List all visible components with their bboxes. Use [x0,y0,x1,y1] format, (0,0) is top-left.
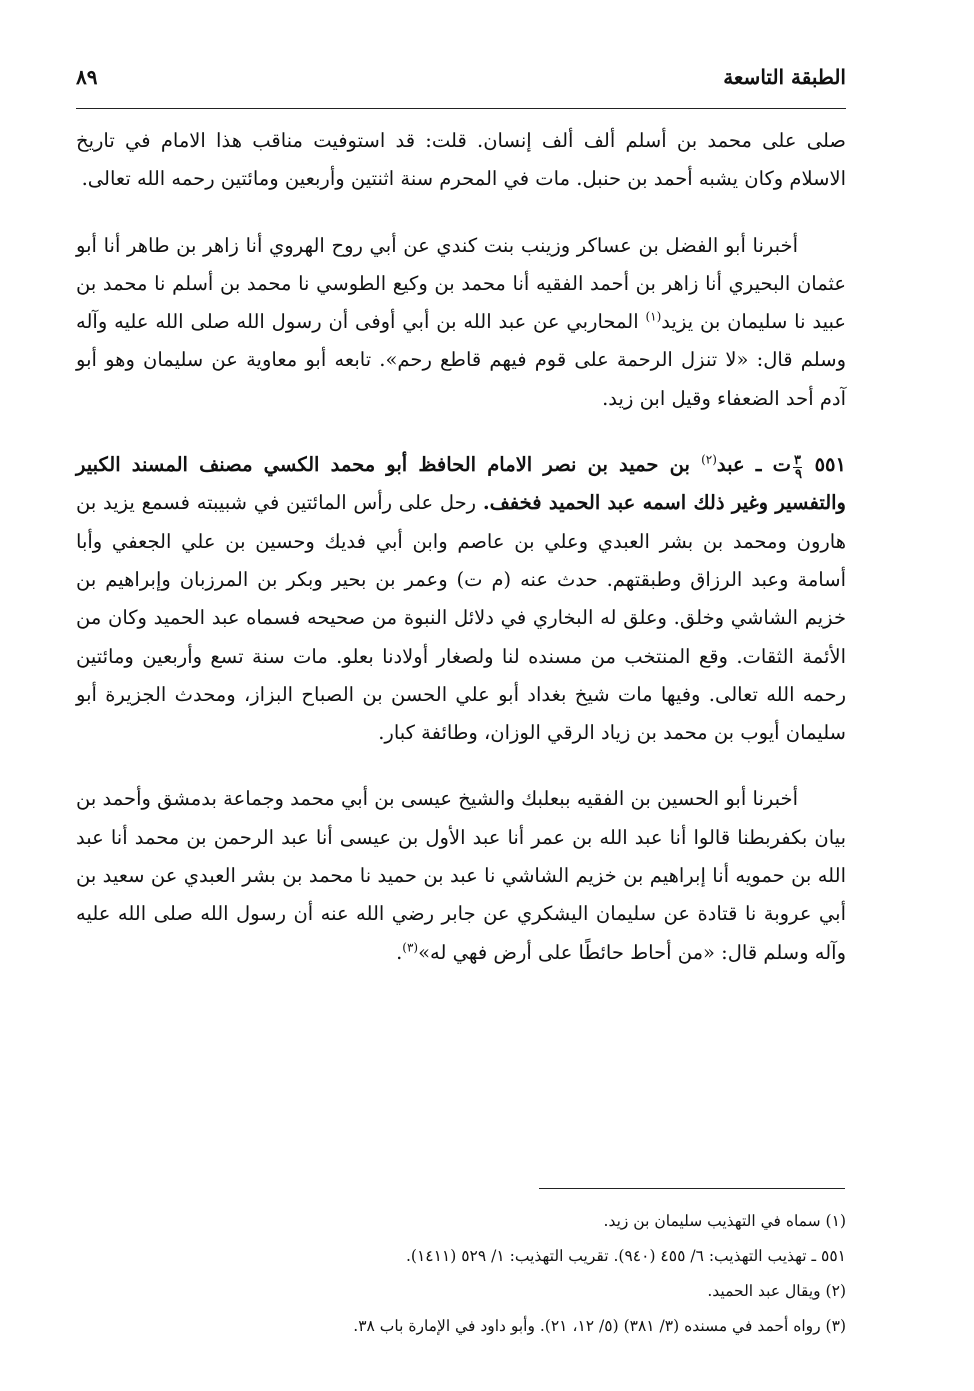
footnote-rule [539,1188,845,1189]
footnote-ref-2: (٢) [701,452,717,467]
fraction-denominator: ٩ [795,467,802,483]
footnote-ref-3: (٣) [402,940,419,955]
paragraph-4-text: أخبرنا أبو الحسين بن الفقيه ببعلبك والشيخ عيسى بن أبي محمد وجماعة بدمشق وأحمد بن بيان بكفربطنا قالوا أنا عبد الله بن عمر أنا عبد الأول بن عيسى أنا عبد الرحمن بن محمد أنا عبد الله بن حمويه أنا إبراهيم بن خزيم الشاشي نا عبد بن حميد نا محمد بن بشر العبدي عن سعيد بن أبي عروبة نا قتادة عن سليمان اليشكري عن جابر رضي الله عنه أن رسول الله صلى الله عليه وآله وسلم قال: «من أحاط حائطًا على أرض فهي له» [76,787,846,964]
footnote-ref-1: (١) [645,309,662,324]
entry-heading: بن حميد بن نصر الامام الحافظ أبو محمد الكسي مصنف المسند الكبير والتفسير وغير ذلك اسمه عبد الحميد فخفف. [76,453,846,515]
page-number: ٨٩ [76,65,98,89]
entry-fraction [793,454,802,481]
entry-code: ت ـ عبد [716,453,792,477]
footnote-1: (١) سماه في التهذيب سليمان بن زيد. [603,1212,846,1230]
entry-number: ٥٥١ [814,453,846,477]
paragraph-4-end: . [396,940,403,964]
paragraph-2-text-b: المحاربي عن عبد الله بن أبي أوفى أن رسول الله صلى الله عليه وآله وسلم قال: «لا تنزل الرحمة على قوم فيهم قاطع رحم». تابعه أبو معاوية عن سليمان وهو أبو آدم أحد الضعفاء وقيل ابن زيد. [76,310,846,410]
footnote-entry-551: ٥٥١ ـ تهذيب التهذيب: ٦/ ٤٥٥ (٩٤٠). تقريب التهذيب: ١/ ٥٢٩ (١٤١١). [405,1247,846,1265]
page-header [76,62,846,98]
page-body [76,122,846,972]
paragraph-4 [76,780,846,971]
header-rule [76,108,846,109]
paragraph-1: صلى على محمد بن أسلم ألف ألف إنسان. قلت: قد استوفيت مناقب هذا الامام في تاريخ الاسلام وكان يشبه أحمد بن حنبل. مات في المحرم سنة اثنتين وأربعين ومائتين رحمه الله تعالى. [76,129,846,191]
paragraph-2 [76,227,846,418]
fraction-numerator: ٣ [794,453,801,469]
footnotes [76,1204,846,1344]
entry-body: رحل على رأس المائتين في شبيبته فسمع يزيد بن هارون ومحمد بن بشر العبدي وعلي بن عاصم وابن أبي فديك وحسين بن علي الجعفي وأبا أسامة وعبد الرزاق وطبقتهم. حدث عنه (م ت) وعمر بن بحير وبكر بن المرزبان وإبراهيم بن خزيم الشاشي وخلق. وعلق له البخاري في دلائل النبوة من صحيحه فسماه عبد الحميد وكان من الأئمة الثقات. وقع المنتخب من مسنده لنا ولصغار أولادنا بعلو. مات سنة تسع وأربعين ومائتين رحمه الله تعالى. وفيها مات شيخ بغداد أبو علي الحسن بن الصباح البزاز، ومحدث الجزيرة أبو سليمان أيوب بن محمد بن زياد الرقي الوزان، وطائفة كبار. [76,491,846,745]
footnote-3: (٣) رواه أحمد في مسنده (٣/ ٣٨١) (٥/ ١٢، ٢١). وأبو داود في الإمارة باب ٣٨. [353,1317,846,1335]
biography-entry-551 [76,446,846,752]
footnote-2: (٢) ويقال عبد الحميد. [707,1282,846,1300]
running-title: الطبقة التاسعة [723,65,846,89]
paragraph-2-text-a: أخبرنا أبو الفضل بن عساكر وزينب بنت كندي عن أبي روح الهروي أنا زاهر بن طاهر أنا أبو عثمان البحيري أنا زاهر بن أحمد الفقيه أنا محمد بن وكيع الطوسي نا محمد بن أسلم نا محمد بن عبيد نا سليمان بن يزيد [76,233,846,334]
